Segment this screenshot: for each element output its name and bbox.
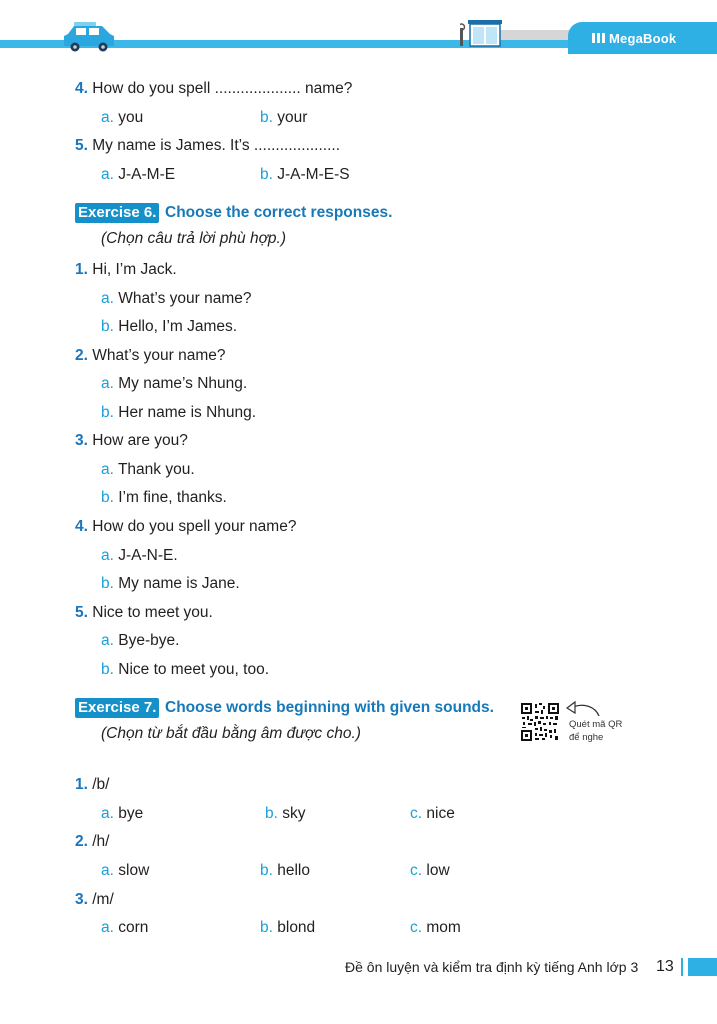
option-b — [260, 165, 350, 185]
option-letter: a. — [101, 166, 114, 183]
option-text: Bye-bye. — [118, 632, 180, 649]
curved-arrow-icon — [565, 700, 601, 720]
option-letter: a. — [101, 290, 114, 307]
option-letter: a. — [101, 862, 114, 879]
option-text: J-A-M-E — [118, 166, 176, 183]
question-text: Nice to meet you. — [92, 604, 213, 621]
brand-tab — [568, 22, 717, 54]
option-a — [101, 861, 149, 881]
question-text: Hi, I’m Jack. — [92, 261, 177, 278]
option-text: low — [426, 862, 450, 879]
question-text: /h/ — [92, 833, 110, 850]
option-letter: a. — [101, 109, 114, 126]
qr-note-line-2: để nghe — [569, 732, 604, 743]
option-text: your — [277, 109, 308, 126]
option-text: hello — [277, 862, 310, 879]
option-b — [260, 918, 315, 938]
option-a — [101, 165, 175, 185]
option-a — [101, 460, 195, 480]
option-b — [101, 660, 269, 680]
option-text: corn — [118, 919, 149, 936]
option-letter: a. — [101, 632, 114, 649]
question-number: 4. — [75, 80, 88, 97]
qr-instruction — [569, 718, 622, 744]
option-letter: b. — [260, 109, 273, 126]
question-text: What’s your name? — [92, 347, 226, 364]
question-text: How do you spell your name? — [92, 518, 297, 535]
exercise-7-title: Choose words beginning with given sounds. — [165, 699, 494, 716]
option-a — [101, 546, 178, 566]
option-b — [101, 488, 227, 508]
brand-logo-icon — [592, 32, 606, 44]
option-a — [101, 374, 247, 394]
option-letter: b. — [101, 489, 114, 506]
option-b — [101, 574, 240, 594]
option-text: sky — [282, 805, 306, 822]
option-letter: c. — [410, 862, 423, 879]
option-text: Hello, I’m James. — [118, 318, 238, 335]
option-text: slow — [118, 862, 150, 879]
qr-note-line-1: Quét mã QR — [569, 719, 623, 730]
option-a — [101, 804, 143, 824]
question-4 — [75, 79, 352, 99]
option-text: J-A-M-E-S — [277, 166, 350, 183]
option-text: Thank you. — [117, 461, 195, 478]
question-number: 5. — [75, 604, 88, 621]
brand-name: MegaBook — [609, 30, 677, 46]
option-text: blond — [277, 919, 316, 936]
question-text: /b/ — [92, 776, 110, 793]
option-b — [260, 108, 307, 128]
question-number: 3. — [75, 432, 88, 449]
question-text: How do you spell .................... name? — [92, 80, 353, 97]
question-text: My name is James. It’s .................... — [92, 137, 341, 154]
question-3 — [75, 890, 114, 910]
question-1 — [75, 260, 177, 280]
question-4 — [75, 517, 296, 537]
question-5 — [75, 136, 340, 156]
question-2 — [75, 832, 109, 852]
question-3 — [75, 431, 188, 451]
option-a — [101, 289, 252, 309]
option-text: bye — [118, 805, 144, 822]
option-a — [101, 631, 179, 651]
footer-tab — [688, 958, 717, 976]
footer-book-title: Đề ôn luyện và kiểm tra định kỳ tiếng Anh lớp 3 — [345, 959, 639, 975]
option-b — [265, 804, 306, 824]
question-1 — [75, 775, 109, 795]
car-icon — [62, 22, 116, 52]
question-number: 2. — [75, 347, 88, 364]
option-letter: b. — [101, 661, 114, 678]
option-letter: a. — [101, 375, 114, 392]
exercise-7-subtitle: (Chọn từ bắt đầu bằng âm được cho.) — [101, 725, 361, 742]
option-text: you — [118, 109, 144, 126]
option-text: What’s your name? — [118, 290, 252, 307]
option-text: nice — [426, 805, 455, 822]
question-number: 3. — [75, 891, 88, 908]
option-letter: a. — [101, 547, 114, 564]
option-letter: a. — [101, 461, 114, 478]
option-letter: b. — [101, 318, 114, 335]
exercise-6-badge: Exercise 6. — [75, 203, 159, 223]
page-number: 13 — [656, 958, 674, 975]
option-letter: c. — [410, 919, 423, 936]
option-b — [260, 861, 310, 881]
option-text: Nice to meet you, too. — [118, 661, 270, 678]
option-letter: b. — [260, 919, 273, 936]
footer-separator — [681, 958, 683, 976]
qr-code-icon[interactable] — [520, 702, 560, 742]
option-c — [410, 918, 461, 938]
option-letter: b. — [101, 404, 114, 421]
bus-stop-icon — [460, 18, 504, 50]
question-number: 5. — [75, 137, 88, 154]
option-a — [101, 918, 148, 938]
option-text: I’m fine, thanks. — [118, 489, 227, 506]
question-number: 1. — [75, 776, 88, 793]
option-letter: b. — [101, 575, 114, 592]
question-2 — [75, 346, 226, 366]
question-number: 1. — [75, 261, 88, 278]
option-letter: b. — [265, 805, 278, 822]
option-letter: c. — [410, 805, 423, 822]
option-letter: b. — [260, 166, 273, 183]
exercise-6-title: Choose the correct responses. — [165, 204, 393, 221]
option-c — [410, 861, 450, 881]
exercise-6-subtitle: (Chọn câu trả lời phù hợp.) — [101, 230, 287, 247]
option-a — [101, 108, 143, 128]
option-c — [410, 804, 455, 824]
option-text: Her name is Nhung. — [118, 404, 257, 421]
question-5 — [75, 603, 213, 623]
option-letter: a. — [101, 919, 114, 936]
question-number: 4. — [75, 518, 88, 535]
option-text: J-A-N-E. — [118, 547, 178, 564]
option-b — [101, 317, 237, 337]
option-letter: b. — [260, 862, 273, 879]
question-text: How are you? — [92, 432, 188, 449]
option-b — [101, 403, 256, 423]
exercise-7-badge: Exercise 7. — [75, 698, 159, 718]
option-letter: a. — [101, 805, 114, 822]
option-text: My name is Jane. — [118, 575, 240, 592]
question-number: 2. — [75, 833, 88, 850]
option-text: My name’s Nhung. — [118, 375, 248, 392]
option-text: mom — [426, 919, 461, 936]
question-text: /m/ — [92, 891, 114, 908]
